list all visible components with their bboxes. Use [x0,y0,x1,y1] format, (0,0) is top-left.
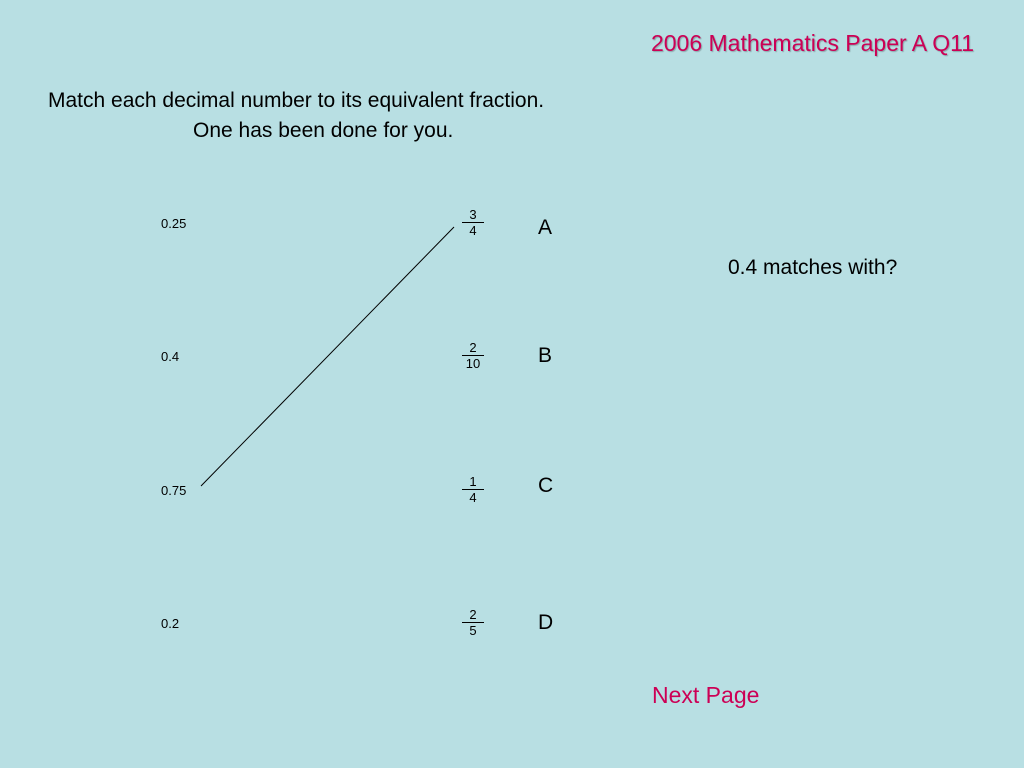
decimal-0-4: 0.4 [161,349,180,364]
option-b[interactable]: B [538,344,553,367]
match-line-0-75-to-3-4 [201,227,454,486]
fraction-c[interactable] [462,475,484,504]
fraction-d-numerator: 2 [462,608,484,623]
option-d[interactable]: D [538,611,554,634]
decimal-0-75: 0.75 [161,483,187,498]
fraction-c-denominator: 4 [469,490,477,505]
decimal-0-25: 0.25 [161,216,187,231]
decimal-0-2: 0.2 [161,616,180,631]
fraction-b-numerator: 2 [462,341,484,356]
fraction-b[interactable] [462,341,484,370]
fraction-d-denominator: 5 [469,623,477,638]
next-page-link[interactable]: Next Page [652,682,760,708]
fraction-b-denominator: 10 [465,356,481,371]
option-c[interactable]: C [538,474,554,497]
page-title: 2006 Mathematics Paper A Q11 [650,30,974,56]
instruction-line-2: One has been done for you. [193,119,454,142]
option-a[interactable]: A [538,216,553,239]
fraction-a[interactable] [462,208,484,237]
fraction-c-numerator: 1 [462,475,484,490]
fraction-a-numerator: 3 [462,208,484,223]
instruction-line-1: Match each decimal number to its equivalent fraction. [48,89,545,112]
fraction-a-denominator: 4 [469,223,477,238]
question-prompt: 0.4 matches with? [728,256,898,279]
fraction-d[interactable] [462,608,484,637]
